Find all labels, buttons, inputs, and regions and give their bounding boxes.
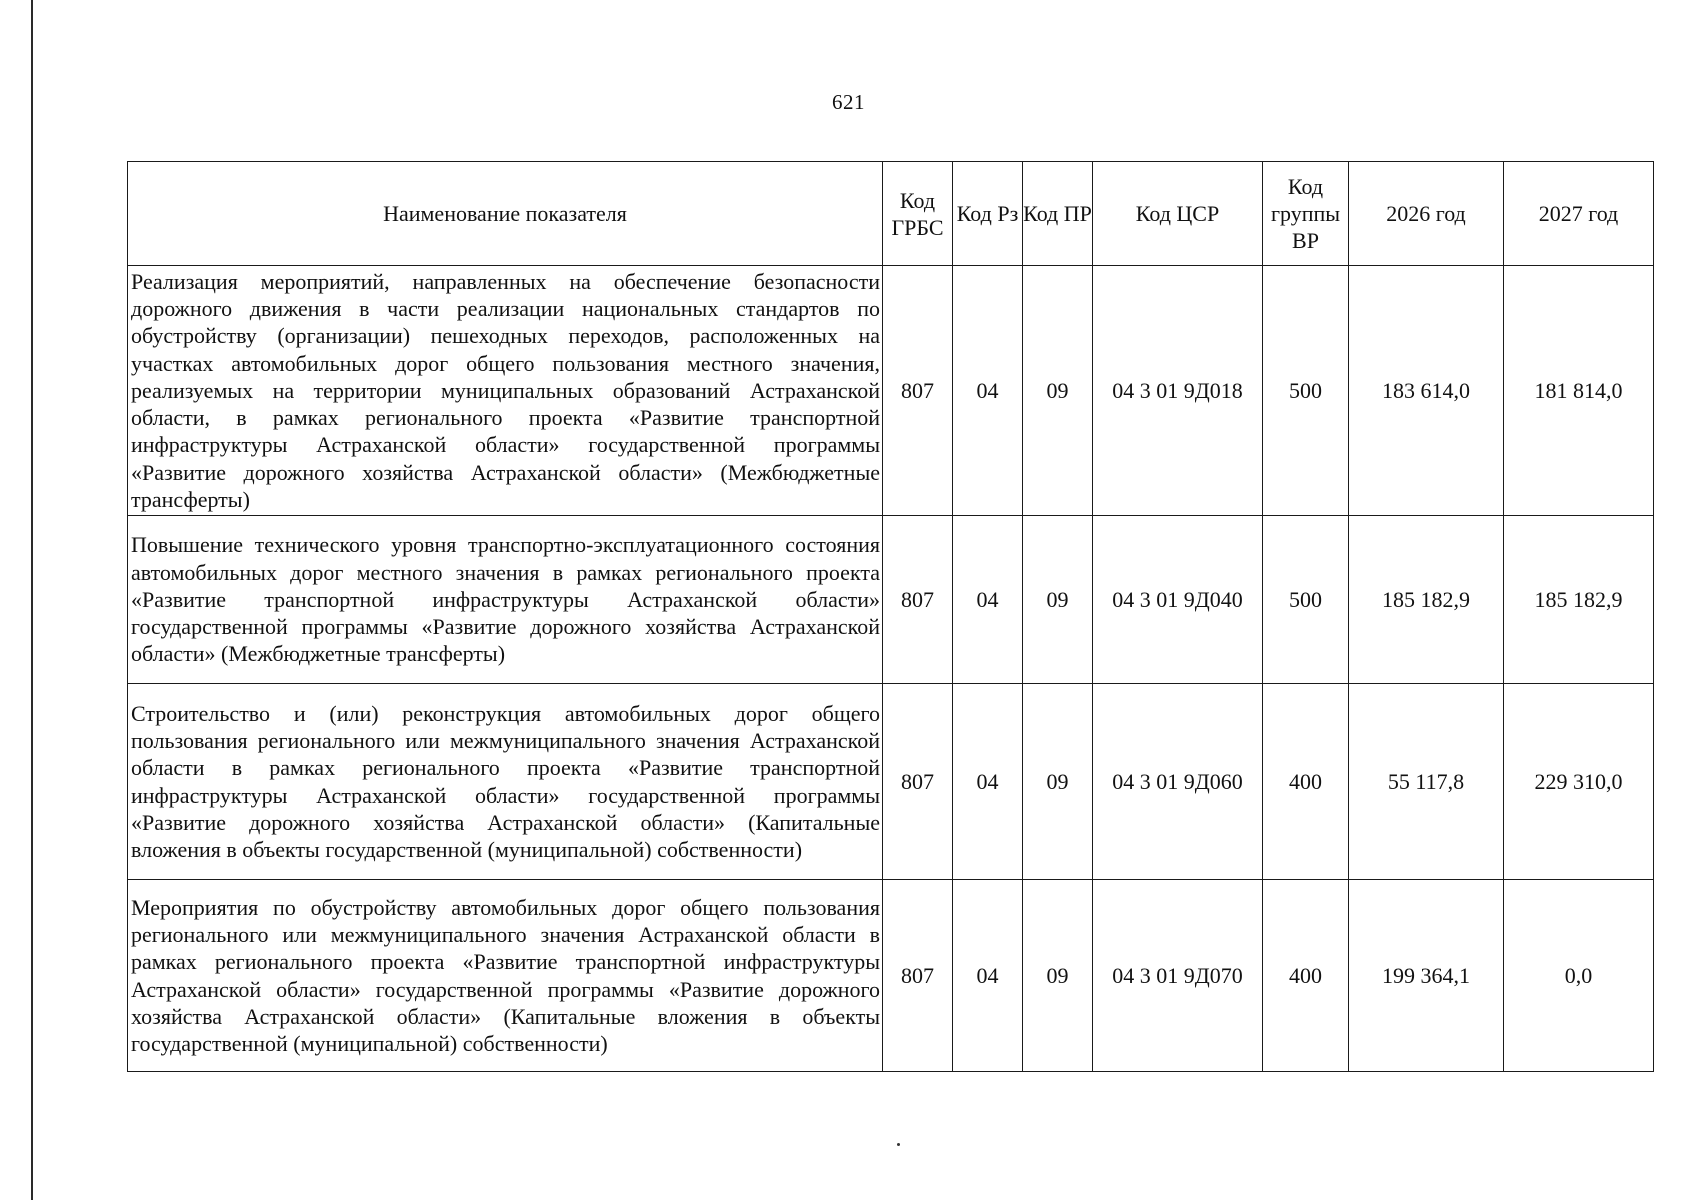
row-amount-2026: 183 614,0: [1349, 266, 1504, 516]
row-grbs: 807: [883, 880, 953, 1072]
row-vr: 400: [1263, 684, 1349, 880]
table-row: [128, 880, 1654, 1072]
header-2027: 2027 год: [1504, 162, 1654, 266]
binding-margin-line: [31, 0, 33, 1200]
row-grbs: 807: [883, 516, 953, 684]
row-vr: 500: [1263, 266, 1349, 516]
row-csr: 04 3 01 9Д070: [1093, 880, 1263, 1072]
row-pr: 09: [1023, 684, 1093, 880]
row-amount-2027: 229 310,0: [1504, 684, 1654, 880]
row-vr: 500: [1263, 516, 1349, 684]
row-amount-2027: 181 814,0: [1504, 266, 1654, 516]
table-row: [128, 516, 1654, 684]
row-grbs: 807: [883, 684, 953, 880]
row-vr: 400: [1263, 880, 1349, 1072]
row-name: Строительство и (или) реконструкция автомобильных дорог общего пользования регионального или межмуниципального значения Астраханской области в рамках регионального проекта «Развитие транспортной инфраструктуры Астраханской области» государственной программы «Развитие дорожного хозяйства Астраханской области» (Капитальные вложения в объекты государственной (муниципальной) собственности): [128, 684, 883, 880]
row-amount-2027: 0,0: [1504, 880, 1654, 1072]
row-amount-2026: 199 364,1: [1349, 880, 1504, 1072]
row-rz: 04: [953, 266, 1023, 516]
row-amount-2027: 185 182,9: [1504, 516, 1654, 684]
table-row: [128, 266, 1654, 516]
header-vr: Код группы ВР: [1263, 162, 1349, 266]
budget-table: [127, 161, 1654, 1072]
table-header-row: [128, 162, 1654, 266]
header-pr: Код ПР: [1023, 162, 1093, 266]
header-rz: Код Рз: [953, 162, 1023, 266]
row-pr: 09: [1023, 516, 1093, 684]
row-name: Повышение технического уровня транспортно-эксплуатационного состояния автомобильных дорог местного значения в рамках регионального проекта «Развитие транспортной инфраструктуры Астраханской области» государственной программы «Развитие дорожного хозяйства Астраханской области» (Межбюджетные трансферты): [128, 516, 883, 684]
scan-speck: [897, 1143, 900, 1146]
header-grbs: Код ГРБС: [883, 162, 953, 266]
row-amount-2026: 185 182,9: [1349, 516, 1504, 684]
row-rz: 04: [953, 516, 1023, 684]
row-pr: 09: [1023, 880, 1093, 1072]
row-name: Реализация мероприятий, направленных на обеспечение безопасности дорожного движения в части реализации национальных стандартов по обустройству (организации) пешеходных переходов, расположенных на участках автомобильных дорог общего пользования местного значения, реализуемых на территории муниципальных образований Астраханской области, в рамках регионального проекта «Развитие транспортной инфраструктуры Астраханской области» государственной программы «Развитие дорожного хозяйства Астраханской области» (Межбюджетные трансферты): [128, 266, 883, 516]
row-csr: 04 3 01 9Д018: [1093, 266, 1263, 516]
header-csr: Код ЦСР: [1093, 162, 1263, 266]
header-2026: 2026 год: [1349, 162, 1504, 266]
page-number: 621: [832, 90, 865, 114]
header-name: Наименование показателя: [128, 162, 883, 266]
row-csr: 04 3 01 9Д040: [1093, 516, 1263, 684]
row-amount-2026: 55 117,8: [1349, 684, 1504, 880]
row-name: Мероприятия по обустройству автомобильных дорог общего пользования регионального или межмуниципального значения Астраханской области в рамках регионального проекта «Развитие транспортной инфраструктуры Астраханской области» государственной программы «Развитие дорожного хозяйства Астраханской области» (Капитальные вложения в объекты государственной (муниципальной) собственности): [128, 880, 883, 1072]
table-row: [128, 684, 1654, 880]
row-csr: 04 3 01 9Д060: [1093, 684, 1263, 880]
row-pr: 09: [1023, 266, 1093, 516]
row-rz: 04: [953, 684, 1023, 880]
row-grbs: 807: [883, 266, 953, 516]
row-rz: 04: [953, 880, 1023, 1072]
